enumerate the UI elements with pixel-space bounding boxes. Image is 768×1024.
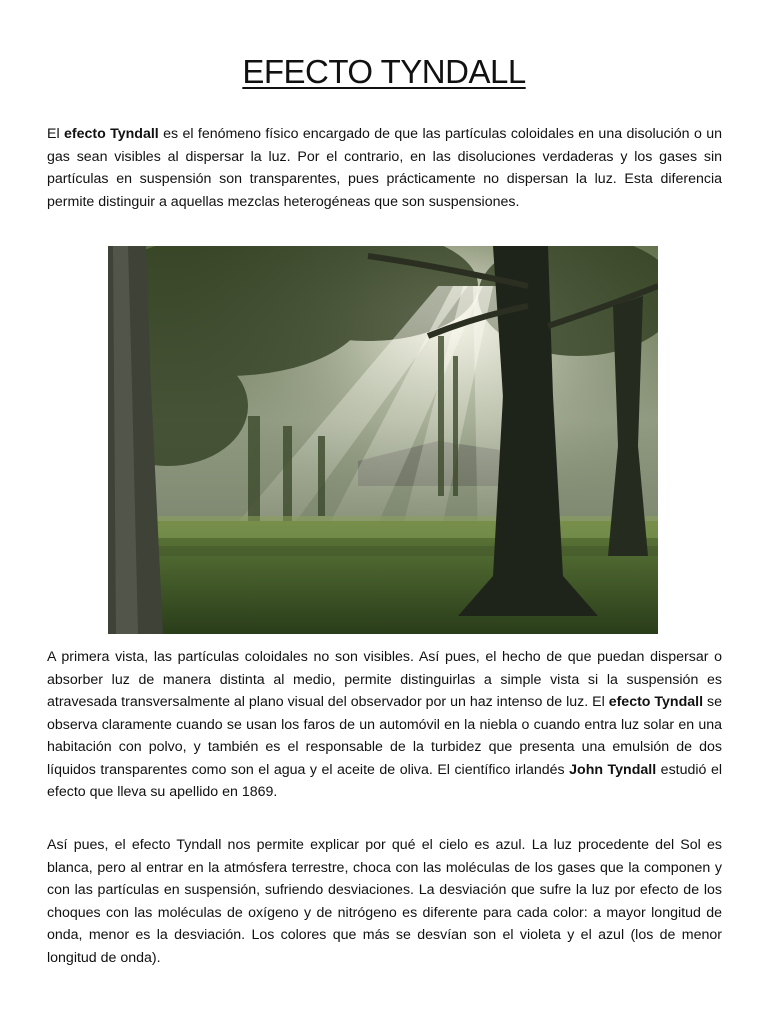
text-run: El bbox=[47, 126, 64, 142]
bold-term: John Tyndall bbox=[569, 761, 657, 778]
text-run: A primera vista, las partículas coloidales no son visibles. Así pues, el hecho de que puedan dispersar o absorber luz de manera distinta al medio, permite distinguirlas a simple vista si la suspensión es atravesada transversalmente al plano visual del observador por un haz intenso de luz. El bbox=[47, 649, 722, 710]
body-paragraph-2 bbox=[47, 834, 722, 969]
text-run: es el fenómeno físico encargado de que las partículas coloidales en una disolución o un gas sean visibles al dispersar la luz. Por el contrario, en las disoluciones verdaderas y los gases sin partículas en suspensión son transparentes, pues prácticamente no dispersan la luz. Esta diferencia permite distinguir a aquellas mezclas heterogéneas que son suspensiones. bbox=[47, 126, 722, 210]
text-run: Así pues, el efecto Tyndall nos permite explicar por qué el cielo es azul. La luz procedente del Sol es blanca, pero al entrar en la atmósfera terrestre, choca con las moléculas de los gases que la componen y con las partículas en suspensión, sufriendo desviaciones. La desviación que sufre la luz por efecto de los choques con las moléculas de oxígeno y de nitrógeno es diferente para cada color: a mayor longitud de onda, menor es la desviación. Los colores que más se desvían son el violeta y el azul (los de menor longitud de onda). bbox=[47, 837, 722, 966]
page-title-text: EFECTO TYNDALL bbox=[242, 53, 526, 90]
bold-term: efecto Tyndall bbox=[608, 694, 704, 710]
text-run: se observa claramente cuando se usan los faros de un automóvil en la niebla o cuando entra luz solar en una habitación con polvo, y también es el responsable de la turbidez que presenta una emulsión de dos líquidos transparentes como son el agua y el aceite de oliva. El científico irlandés bbox=[47, 694, 722, 778]
page-title bbox=[0, 52, 768, 92]
body-paragraph-1 bbox=[47, 646, 722, 804]
bold-term: efecto Tyndall bbox=[63, 126, 159, 142]
forest-light-rays-photo bbox=[108, 246, 658, 634]
intro-paragraph bbox=[47, 123, 722, 213]
text-run: estudió el efecto que lleva su apellido en 1869. bbox=[47, 761, 722, 800]
